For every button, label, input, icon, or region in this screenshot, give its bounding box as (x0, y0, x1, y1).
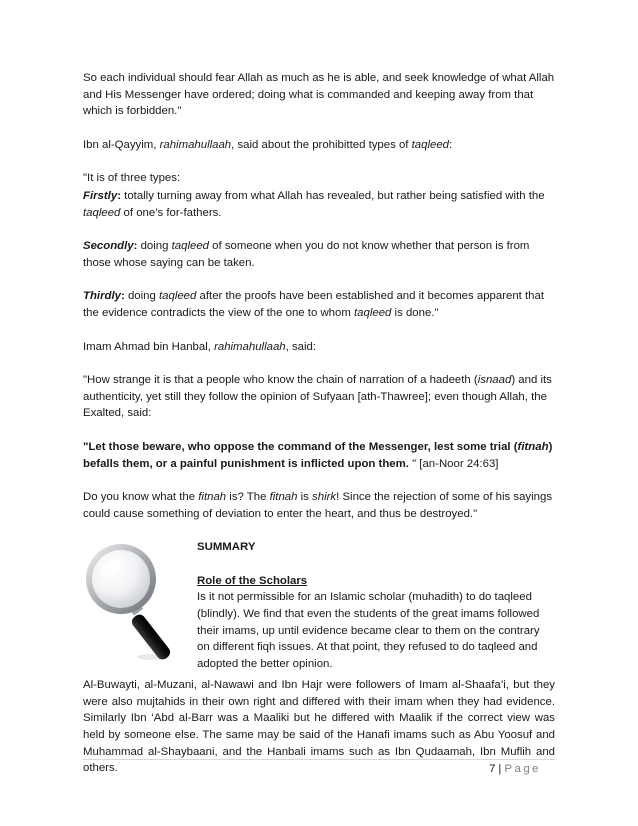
page-label: Page (504, 763, 541, 775)
italic-term: taqleed (158, 290, 197, 303)
italic-term: fitnah (198, 491, 227, 504)
text-segment: totally turning away from what Allah has revealed, but rather being satisfied with the (120, 189, 545, 202)
text-segment: : (117, 189, 121, 202)
page-footer (489, 763, 541, 775)
page-content (83, 70, 555, 794)
paragraph-secondly (83, 238, 555, 271)
footer-separator: | (498, 763, 502, 775)
bold-italic-term: Secondly (83, 240, 134, 253)
italic-term: rahimahullaah (214, 340, 286, 353)
bold-italic-term: fitnah (517, 440, 549, 453)
citation: " [an-Noor 24:63] (408, 457, 499, 470)
text-segment: ) befalls them, or a painful punishment is inflicted upon them. (83, 440, 553, 470)
paragraph-mujtahids: Al-Buwayti, al-Muzani, al-Nawawi and Ibn Hajr were followers of Imam al-Shaafa’i, but they were also mujtahids in their own right and differed with their imam when they had evidence. Similarly Ibn ‘Abd al-Barr was a Maaliki but he differed with Maalik if the correct view was held by someone else. The same may be said of the Hanafi imams such as Abu Yoosuf and Muhammad al-Shaybaani, and the Hanbali imams such as Ibn Qudaamah, Ibn Muflih and others. (83, 679, 555, 775)
paragraph-fitnah (83, 489, 555, 522)
text-segment: , said about the prohibitted types of (231, 138, 412, 151)
paragraph-three-types-intro: "It is of three types: (83, 172, 181, 185)
summary-heading: SUMMARY (197, 541, 256, 554)
text-segment: ! Since the rejection of some of his sayings could cause something of deviation to enter the heart, and thus be destroyed." (83, 491, 553, 520)
text-segment: is (297, 491, 313, 504)
summary-text (197, 539, 555, 672)
text-segment: doing (137, 240, 172, 253)
footer-divider (83, 759, 555, 760)
italic-term: taqleed (83, 206, 121, 219)
text-segment: : (120, 290, 125, 303)
summary-body: Is it not permissible for an Islamic scholar (muhadith) to do taqleed (blindly). We find that even the students of the great imams followed their imams, up until evidence became clear to them on the contrary on different fiqh issues. At that point, they refused to do taqleed and adopted the better opinion. (197, 591, 540, 670)
italic-term: taqleed (171, 240, 210, 253)
italic-term: fitnah (269, 491, 298, 504)
text-segment: Do you know what the (83, 491, 199, 504)
italic-term: taqleed (354, 306, 392, 319)
text-segment: : (133, 240, 138, 253)
italic-term: shirk (312, 491, 337, 504)
text-segment: ) and its authenticity, yet still they follow the opinion of Sufyaan [ath-Thawree]; even though Allah, the Exalted, said: (83, 374, 552, 420)
text-segment: is done." (391, 306, 439, 319)
paragraph-imam-ahmad (83, 339, 555, 356)
italic-term: rahimahullaah (159, 138, 232, 151)
text-segment: is? The (226, 491, 270, 504)
italic-term: isnaad (477, 374, 512, 387)
magnifying-glass-icon (83, 541, 187, 663)
text-segment: after the proofs have been established and it becomes apparent that the evidence contradicts the view of the one to whom (83, 290, 545, 319)
bold-italic-term: Firstly (83, 189, 118, 202)
text-segment: , said: (285, 340, 317, 353)
page-number: 7 (489, 763, 496, 775)
paragraph-quran-quote (83, 439, 555, 472)
paragraph-thirdly (83, 288, 555, 321)
paragraph-how-strange (83, 372, 555, 422)
text-segment: Ibn al-Qayyim, (83, 138, 160, 151)
paragraph-firstly (83, 188, 555, 221)
text-segment: "Let those beware, who oppose the command of the Messenger, lest some trial ( (83, 440, 518, 453)
text-segment: : (449, 138, 453, 151)
summary-block (83, 539, 555, 670)
text-segment: of someone when you do not know whether that person is from those whose saying can be taken. (83, 240, 530, 269)
paragraph-fear-allah: So each individual should fear Allah as much as he is able, and seek knowledge of what Allah and His Messenger have ordered; doing what is commanded and keeping away from that which is forbidden." (83, 72, 555, 118)
text-segment: Imam Ahmad bin Hanbal, (83, 340, 215, 353)
text-segment: "How strange it is that a people who know the chain of narration of a hadeeth ( (83, 374, 478, 387)
role-of-scholars-heading: Role of the Scholars (197, 574, 308, 587)
italic-term: taqleed (411, 138, 450, 151)
bold-italic-term: Thirdly (83, 290, 121, 303)
text-segment: of one’s for-fathers. (120, 206, 222, 219)
paragraph-ibn-al-qayyim (83, 137, 555, 154)
text-segment: doing (124, 290, 159, 303)
